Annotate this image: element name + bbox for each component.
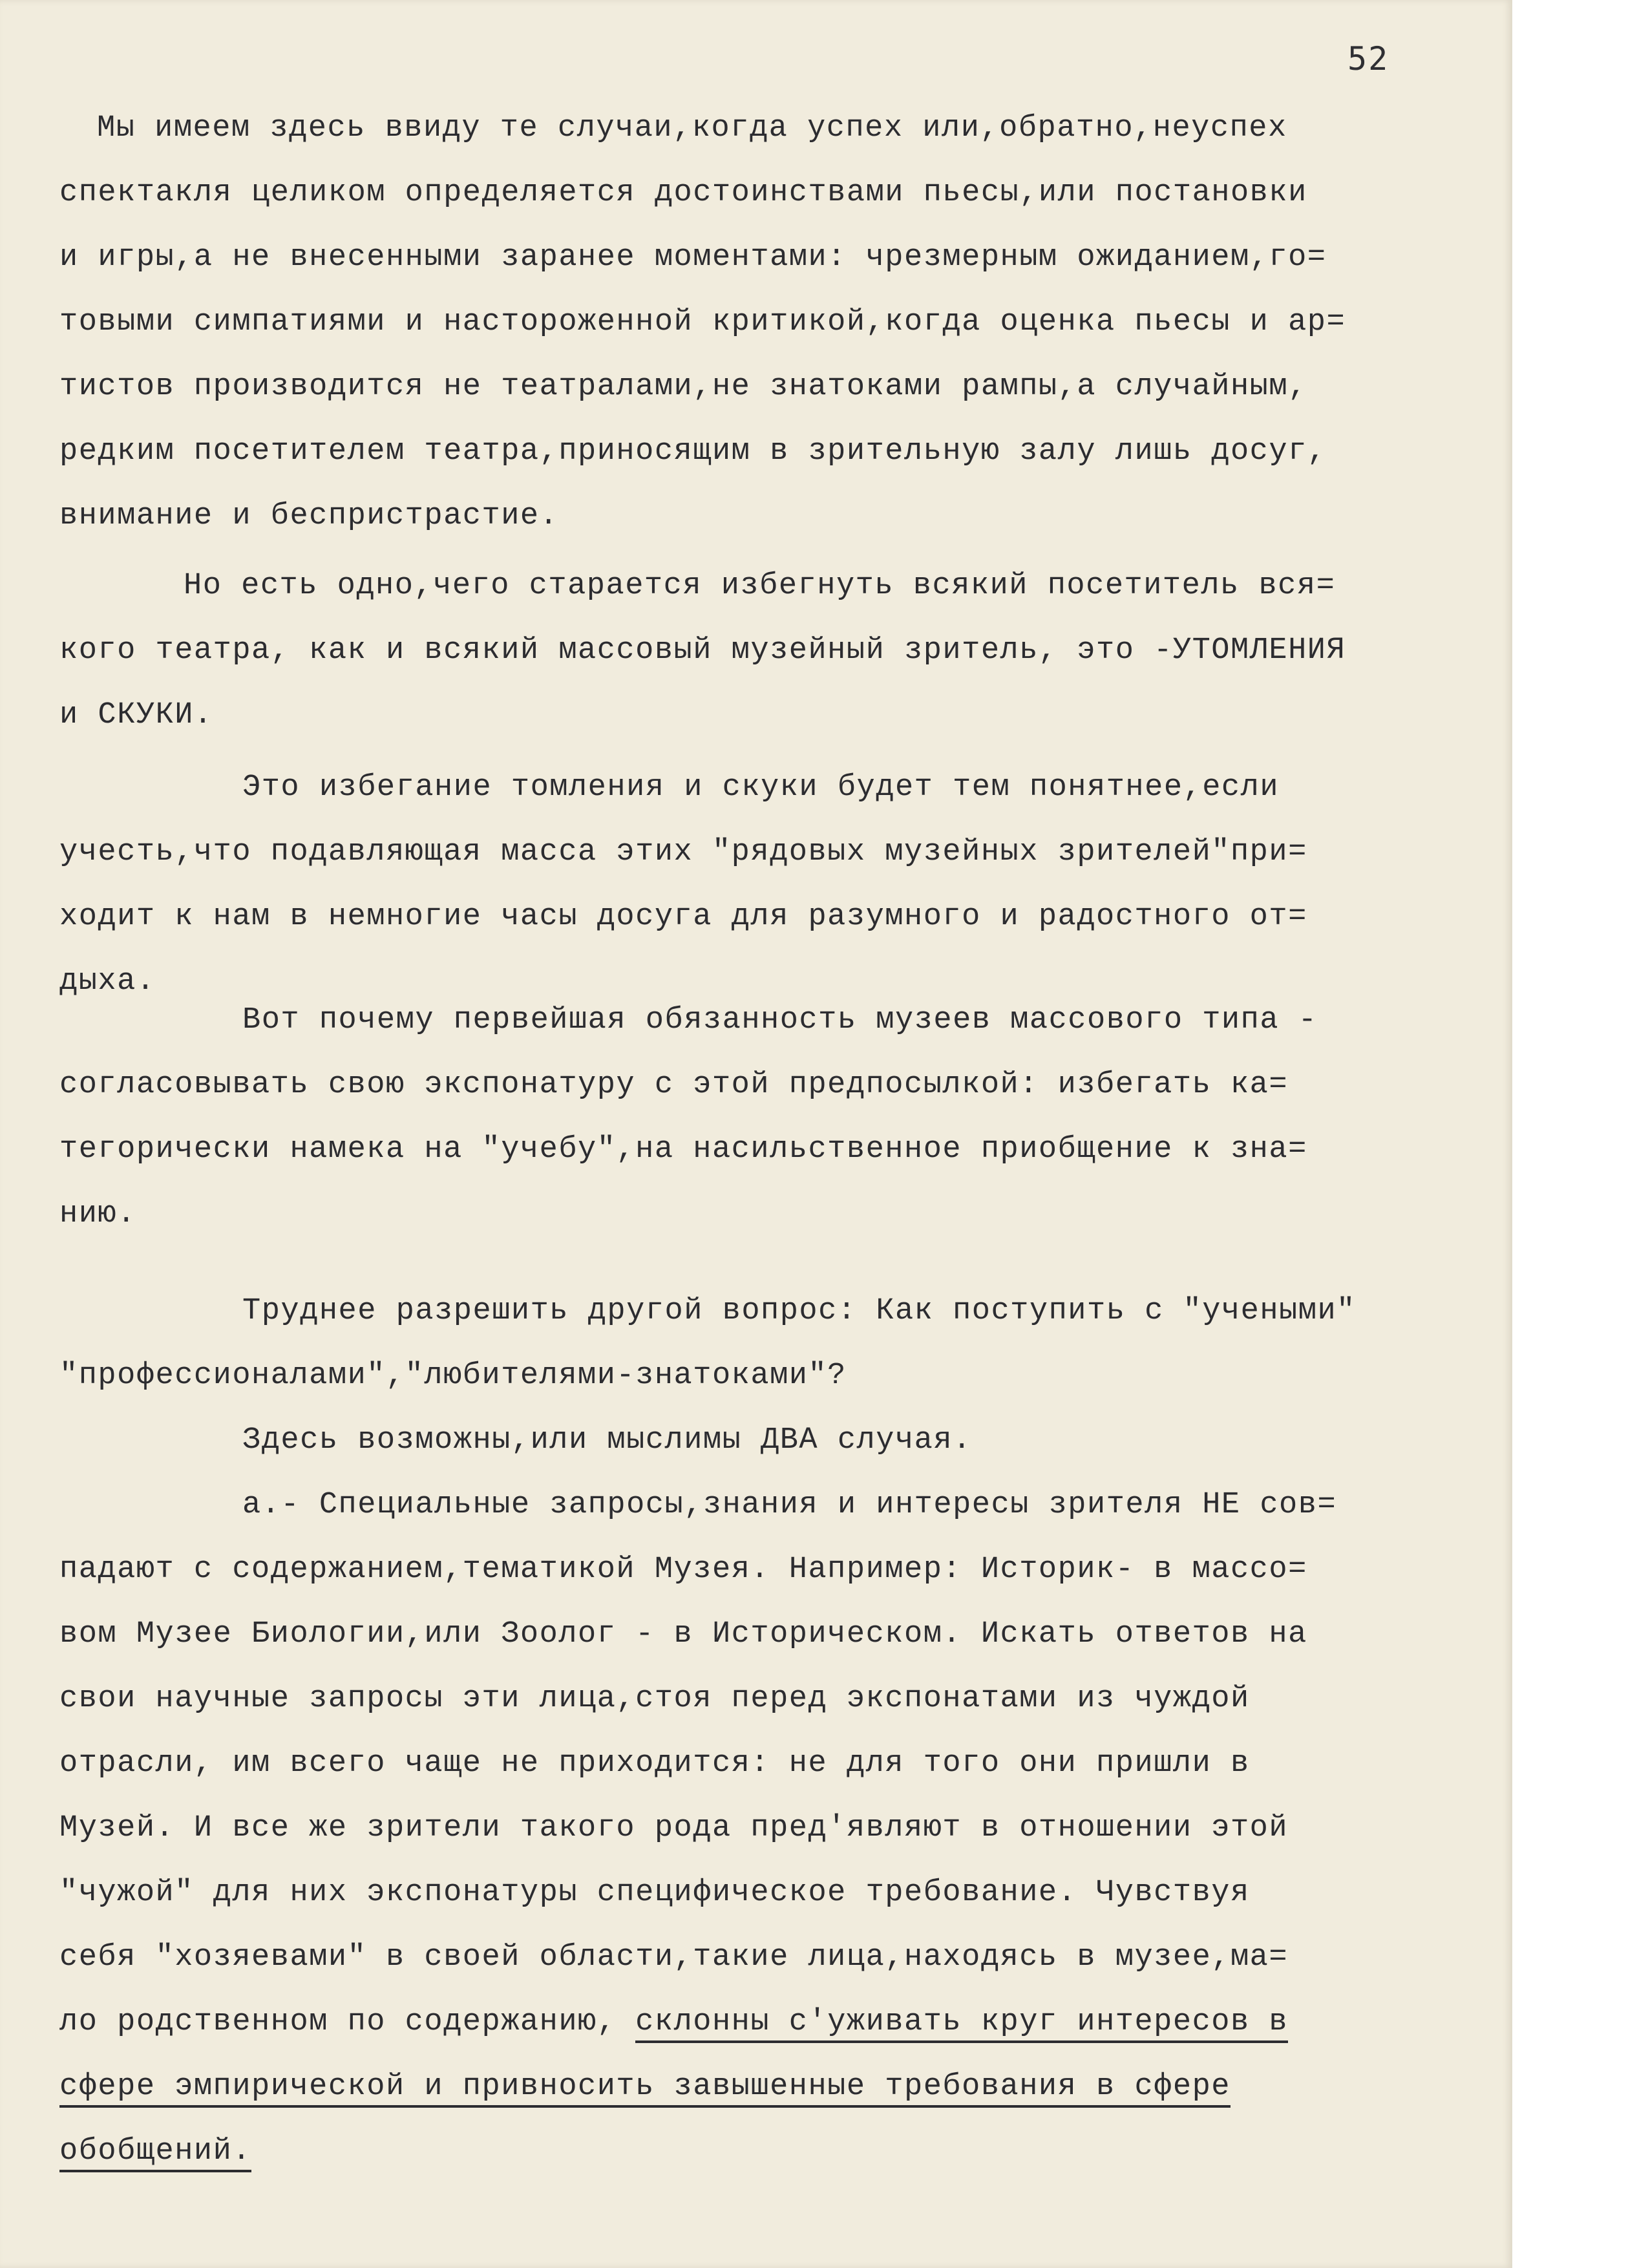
text-line: и СКУКИ. — [59, 698, 213, 732]
text-line: себя "хозяевами" в своей области,такие лица,находясь в музее,ма= — [59, 1940, 1289, 1975]
text-line: согласовывать свою экспонатуру с этой предпосылкой: избегать ка= — [59, 1068, 1289, 1102]
text-line: нию. — [59, 1197, 136, 1231]
page-number: 52 — [1347, 40, 1389, 78]
background-margin — [1512, 0, 1648, 2268]
text-line — [59, 2070, 1231, 2104]
text-line: Музей. И все же зрители такого рода пред'являют в отношении этой — [59, 1811, 1289, 1845]
text-line: "профессионалами","любителями-знатоками"? — [59, 1359, 847, 1393]
text-line: Труднее разрешить другой вопрос: Как поступить с "учеными" — [242, 1294, 1356, 1328]
text-line: товыми симпатиями и настороженной критикой,когда оценка пьесы и ар= — [59, 305, 1346, 339]
text-line: кого театра, как и всякий массовый музейный зритель, это -УТОМЛЕНИЯ — [59, 633, 1346, 668]
text-line: Мы имеем здесь ввиду те случаи,когда успех или,обратно,неуспех — [97, 111, 1287, 145]
text-line: Это избегание томления и скуки будет тем понятнее,если — [242, 770, 1280, 805]
underlined-text: склонны с'уживать круг интересов в — [635, 2005, 1288, 2043]
text-line: внимание и беспристрастие. — [59, 499, 559, 533]
text-line: и игры,а не внесенными заранее моментами: чрезмерным ожиданием,го= — [59, 240, 1327, 275]
text-line: Но есть одно,чего старается избегнуть всякий посетитель вся= — [184, 569, 1336, 603]
text-line — [59, 2005, 1288, 2039]
text-line: учесть,что подавляющая масса этих "рядовых музейных зрителей"при= — [59, 835, 1307, 869]
text-line: тистов производится не театралами,не знатоками рампы,а случайным, — [59, 370, 1307, 404]
text-line: Здесь возможны,или мыслимы ДВА случая. — [242, 1423, 972, 1457]
text-line: отрасли, им всего чаще не приходится: не для того они пришли в — [59, 1746, 1250, 1781]
text-line — [59, 2134, 251, 2168]
text-line: "чужой" для них экспонатуры специфическое требование. Чувствуя — [59, 1876, 1250, 1910]
text-line: ходит к нам в немногие часы досуга для разумного и радостного от= — [59, 900, 1307, 934]
text-line: Вот почему первейшая обязанность музеев массового типа - — [242, 1003, 1318, 1037]
text-line-plain: ло родственном по содержанию, — [59, 2005, 617, 2039]
text-line: спектакля целиком определяется достоинствами пьесы,или постановки — [59, 176, 1307, 210]
text-line: редким посетителем театра,приносящим в зрительную залу лишь досуг, — [59, 434, 1327, 469]
underlined-text: обобщений. — [59, 2134, 251, 2172]
underlined-text: сфере эмпирической и привносить завышенные требования в сфере — [59, 2070, 1231, 2108]
text-line: дыха. — [59, 964, 156, 999]
text-line: а.- Специальные запросы,знания и интересы зрителя НЕ сов= — [242, 1488, 1337, 1522]
text-line: свои научные запросы эти лица,стоя перед экспонатами из чуждой — [59, 1682, 1250, 1716]
text-line: падают с содержанием,тематикой Музея. Например: Историк- в массо= — [59, 1553, 1307, 1587]
text-line: вом Музее Биологии,или Зоолог - в Историческом. Искать ответов на — [59, 1617, 1307, 1651]
text-line: тегорически намека на "учебу",на насильственное приобщение к зна= — [59, 1132, 1307, 1167]
